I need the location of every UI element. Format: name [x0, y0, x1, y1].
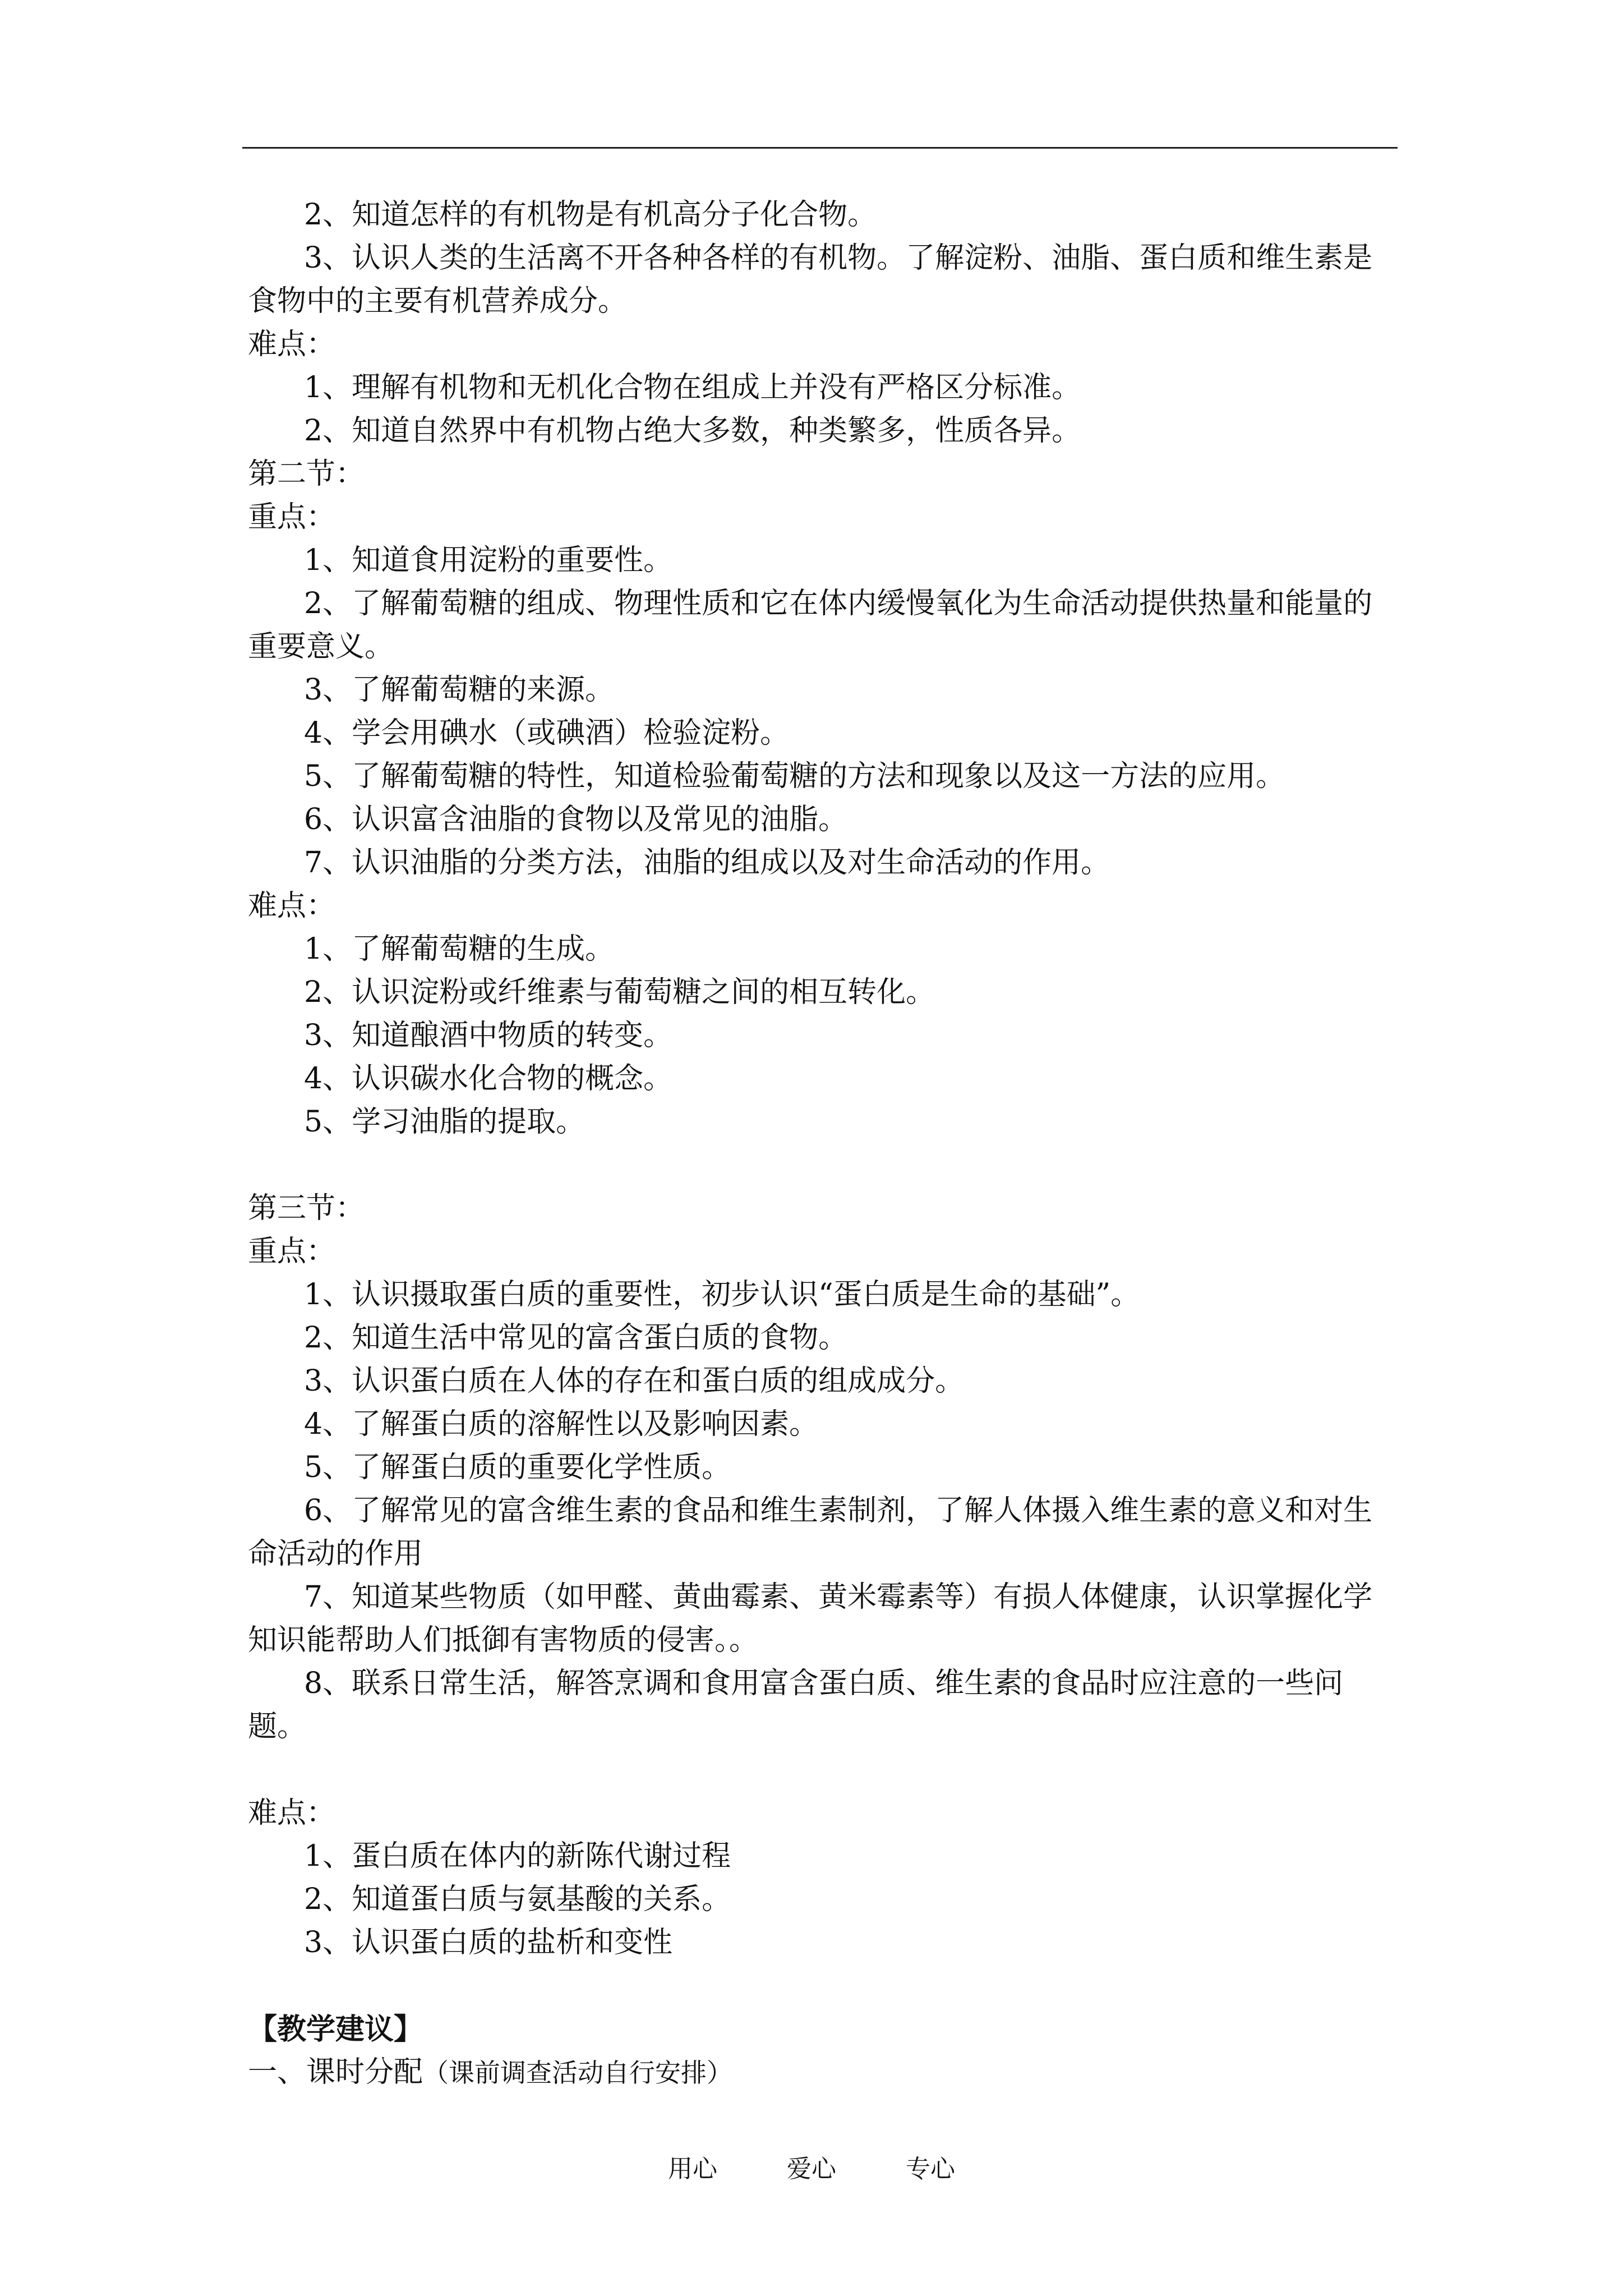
paragraph: 3、了解葡萄糖的来源。 [304, 673, 615, 707]
section-title: 【教学建议】 [248, 2012, 423, 2046]
paragraph: 3、认识蛋白质在人体的存在和蛋白质的组成成分。 [304, 1364, 965, 1398]
document-body [248, 194, 1392, 2095]
paragraph: 2、知道怎样的有机物是有机高分子化合物。 [304, 198, 877, 232]
footer-word: 爱心 [787, 2155, 836, 2183]
paragraph: 5、学习油脂的提取。 [304, 1105, 585, 1139]
page-footer [0, 2148, 1623, 2184]
paragraph: 1、蛋白质在体内的新陈代谢过程 [304, 1839, 731, 1873]
paragraph: 1、认识摄取蛋白质的重要性，初步认识“蛋白质是生命的基础”。 [304, 1278, 1140, 1312]
paragraph: 6、认识富含油脂的食物以及常见的油脂。 [304, 803, 848, 836]
paragraph: 7、认识油脂的分类方法，油脂的组成以及对生命活动的作用。 [304, 846, 1110, 880]
heading-difficulty: 难点： [248, 1796, 336, 1830]
heading-section-2: 第二节： [248, 457, 365, 491]
heading-key-points: 重点： [248, 500, 336, 534]
allocation-note: （课前调查活动自行安排） [423, 2058, 733, 2088]
header-rule [242, 147, 1398, 149]
paragraph: 2、认识淀粉或纤维素与葡萄糖之间的相互转化。 [304, 976, 935, 1009]
paragraph: 2、知道自然界中有机物占绝大多数，种类繁多，性质各异。 [304, 414, 1081, 448]
paragraph: 3、认识人类的生活离不开各种各样的有机物。了解淀粉、油脂、蛋白质和维生素是食物中的主要有机营养成分。 [248, 241, 1373, 318]
paragraph: 1、知道食用淀粉的重要性。 [304, 544, 673, 577]
footer-word: 用心 [668, 2155, 717, 2183]
paragraph: 2、知道生活中常见的富含蛋白质的食物。 [304, 1321, 848, 1355]
paragraph: 1、理解有机物和无机化合物在组成上并没有严格区分标准。 [304, 371, 1081, 404]
heading-section-3: 第三节： [248, 1191, 365, 1225]
heading-key-points: 重点： [248, 1235, 336, 1268]
paragraph: 3、知道酿酒中物质的转变。 [304, 1019, 673, 1052]
paragraph: 6、了解常见的富含维生素的食品和维生素制剂，了解人体摄入维生素的意义和对生命活动的作用 [248, 1494, 1373, 1571]
paragraph: 4、学会用碘水（或碘酒）检验淀粉。 [304, 716, 790, 750]
paragraph: 4、了解蛋白质的溶解性以及影响因素。 [304, 1407, 819, 1441]
paragraph: 7、知道某些物质（如甲醛、黄曲霉素、黄米霉素等）有损人体健康，认识掌握化学知识能帮助人们抵御有害物质的侵害。。 [248, 1580, 1373, 1657]
footer-word: 专心 [906, 2155, 955, 2183]
heading-difficulty: 难点： [248, 889, 336, 923]
paragraph: 1、了解葡萄糖的生成。 [304, 932, 615, 966]
class-hour-allocation [248, 2051, 1392, 2095]
paragraph: 5、了解葡萄糖的特性，知道检验葡萄糖的方法和现象以及这一方法的应用。 [304, 760, 1285, 793]
heading-difficulty: 难点： [248, 328, 336, 361]
paragraph: 3、认识蛋白质的盐析和变性 [304, 1926, 673, 1959]
paragraph: 5、了解蛋白质的重要化学性质。 [304, 1451, 731, 1484]
paragraph: 2、知道蛋白质与氨基酸的关系。 [304, 1883, 731, 1916]
paragraph: 4、认识碳水化合物的概念。 [304, 1062, 673, 1096]
allocation-main: 一、课时分配 [248, 2055, 423, 2089]
paragraph: 8、联系日常生活，解答烹调和食用富含蛋白质、维生素的食品时应注意的一些问题。 [248, 1667, 1344, 1743]
paragraph: 2、了解葡萄糖的组成、物理性质和它在体内缓慢氧化为生命活动提供热量和能量的重要意义。 [248, 587, 1373, 664]
